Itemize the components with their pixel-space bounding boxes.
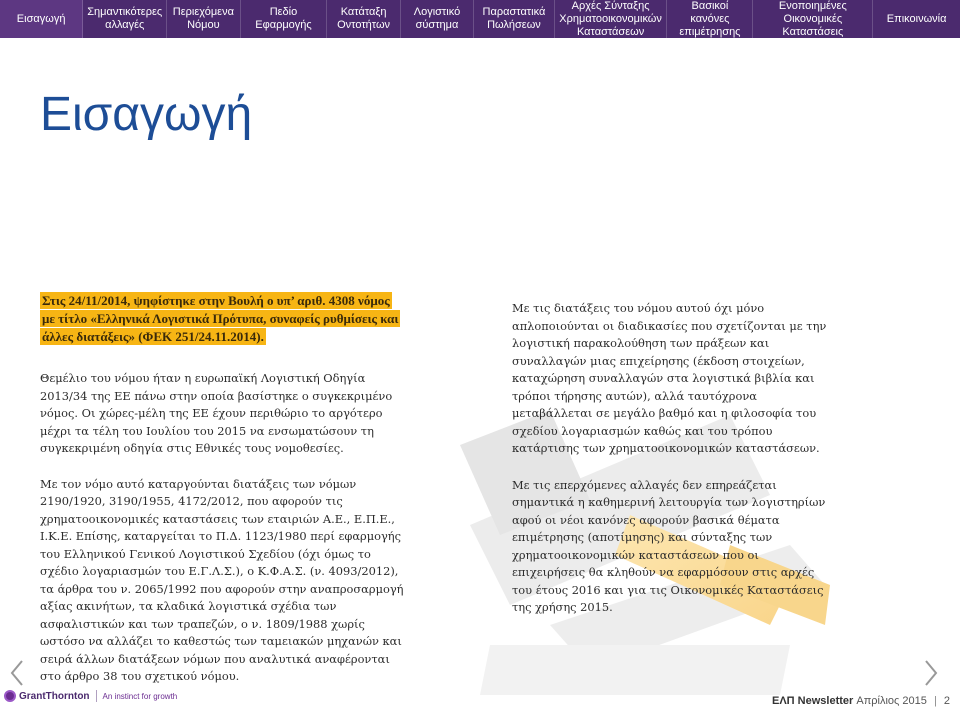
left-column bbox=[40, 292, 404, 704]
newsletter-name: ΕΛΠ Newsletter bbox=[771, 695, 854, 707]
nav-item-accounting-system[interactable]: Λογιστικό σύστημα bbox=[401, 0, 474, 38]
law-announcement-highlight: Στις 24/11/2014, ψηφίστηκε στην Βουλή ο υπ’ αριθ. 4308 νόμος με τίτλο «Ελληνικά Λογιστικά Πρότυπα, συναφείς ρυθμίσεις και άλλες διατάξεις» (ΦΕΚ 251/24.11.2014). bbox=[42, 293, 399, 344]
next-page-button[interactable] bbox=[922, 658, 940, 688]
chevron-left-icon bbox=[8, 658, 26, 688]
newsletter-date: Απρίλιος 2015 bbox=[856, 695, 927, 707]
chevron-right-icon bbox=[922, 658, 940, 688]
paragraph-simplification: Με τις διατάξεις του νόμου αυτού όχι μόνο απλοποιούνται οι διαδικασίες που σχετίζονται με την λογιστική παρακολούθηση των πράξεων και συναλλαγών μιας επιχείρησης (έκδοση στοιχείων, καταχώρηση συναλλαγών στα λογιστικά βιβλία και τρόποι τήρησης αυτών), αλλά ταυτόχρονα μεταβάλλεται σε μεγάλο βαθμό και η φιλοσοφία του σχεδίου λογαριασμών καθώς και του τρόπου κατάρτισης των χρηματοοικονομικών καταστάσεων. bbox=[512, 301, 827, 455]
footer-info bbox=[772, 695, 950, 707]
grant-thornton-logo bbox=[4, 690, 177, 702]
nav-item-consolidated-fs[interactable]: Ενοποιημένες Οικονομικές Καταστάσεις bbox=[753, 0, 873, 38]
previous-page-button[interactable] bbox=[8, 658, 26, 688]
grant-thornton-mark-icon bbox=[4, 690, 16, 702]
right-column bbox=[512, 300, 834, 636]
top-navigation bbox=[0, 0, 960, 38]
nav-item-introduction[interactable]: Εισαγωγή bbox=[0, 0, 83, 38]
nav-item-law-contents[interactable]: Περιεχόμενα Νόμου bbox=[167, 0, 240, 38]
paragraph-directive-basis: Θεμέλιο του νόμου ήταν η ευρωπαϊκή Λογιστική Οδηγία 2013/34 της ΕΕ πάνω στην οποία βασίστηκε ο συγκεκριμένο νόμος. Οι χώρες-μέλη της ΕΕ έχουν περιθώριο το αργότερο μέχρι τα τέλη του Ιουλίου του 2015 να ενσωματώσουν τη συγκεκριμένη οδηγία στις Εθνικές τους νομοθεσίες. bbox=[40, 371, 393, 455]
highlight-box bbox=[40, 292, 404, 346]
nav-item-major-changes[interactable]: Σημαντικότερες αλλαγές bbox=[83, 0, 167, 38]
paragraph-repealed-provisions: Με τον νόμο αυτό καταργούνται διατάξεις των νόμων 2190/1920, 3190/1955, 4172/2012, που αφορούν τις χρηματοοικονομικές καταστάσεις των εταιριών Α.Ε., Ε.Π.Ε., Ι.Κ.Ε. Επίσης, καταργείται το Π.Δ. 1123/1980 περί εφαρμογής του Ελληνικού Γενικού Λογιστικού Σχεδίου (όχι όμως το σχέδιο λογαριασμών του Ε.Γ.Λ.Σ.), ο Κ.Φ.Α.Σ. (ν. 4093/2012), τα άρθρα του ν. 2065/1992 που αφορούν στην αναπροσαρμογή αξίας ακινήτων, τα κλαδικά λογιστικά σχέδια των ασφαλιστικών και των τραπεζών, ο ν. 1809/1988 χωρίς ωστόσο να αλλάζει το καθεστώς των ταμειακών μηχανών και σειρά άλλων διατάξεων νόμων που αναλυτικά αναφέρονται στο άρθρο 38 του σχετικού νόμου. bbox=[40, 476, 404, 683]
nav-item-scope[interactable]: Πεδίο Εφαρμογής bbox=[241, 0, 328, 38]
logo-divider bbox=[96, 690, 97, 702]
logo-tagline: An instinct for growth bbox=[102, 691, 178, 701]
nav-item-entity-classification[interactable]: Κατάταξη Οντοτήτων bbox=[327, 0, 400, 38]
page-title: Εισαγωγή bbox=[40, 88, 253, 141]
logo-wordmark: GrantThornton bbox=[19, 690, 90, 702]
nav-item-sales-documents[interactable]: Παραστατικά Πωλήσεων bbox=[474, 0, 555, 38]
footer-separator: | bbox=[933, 695, 937, 707]
page-number: 2 bbox=[943, 695, 950, 707]
paragraph-upcoming-changes: Με τις επερχόμενες αλλαγές δεν επηρεάζεται σημαντικά η καθημερινή λειτουργία των λογιστηρίων αφού οι νέοι κανόνες αφορούν βασικά θέματα επιμέτρησης (αποτίμησης) και σύνταξης των χρηματοοικονομικών καταστάσεων που οι επιχειρήσεις θα κληθούν να εφαρμόσουν στις αρχές του έτους 2016 και για τις Οικονομικές Καταστάσεις της χρήσης 2015. bbox=[512, 477, 826, 614]
nav-item-measurement-rules[interactable]: Βασικοί κανόνες επιμέτρησης bbox=[667, 0, 753, 38]
nav-item-fs-preparation-principles[interactable]: Αρχές Σύνταξης Χρηματοοικονομικών Καταστάσεων bbox=[555, 0, 668, 38]
nav-item-contact[interactable]: Επικοινωνία bbox=[886, 12, 947, 25]
